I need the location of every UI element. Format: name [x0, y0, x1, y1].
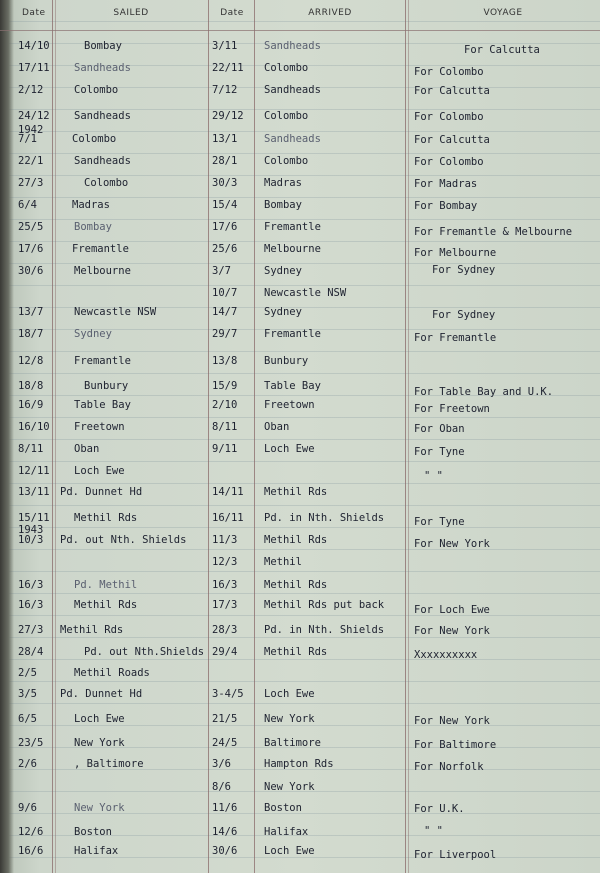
voyage-cell: For Madras	[414, 178, 478, 190]
date-arrived-cell: 28/3	[212, 624, 238, 636]
date-arrived-cell: 3-4/5	[212, 688, 244, 700]
sailed-place-cell: Table Bay	[74, 399, 131, 411]
date-arrived-cell: 29/12	[212, 110, 244, 122]
sailed-place-cell: Halifax	[74, 845, 119, 857]
arrived-place-cell: Loch Ewe	[264, 688, 315, 700]
date-arrived-cell: 7/12	[212, 84, 238, 96]
voyage-cell: For Colombo	[414, 111, 484, 123]
sailed-place-cell: Colombo	[74, 84, 119, 96]
date-sailed-cell: 14/10	[18, 40, 50, 52]
arrived-place-cell: Boston	[264, 802, 302, 814]
date-sailed-cell: 24/12	[18, 110, 50, 122]
date-arrived-cell: 14/11	[212, 486, 244, 498]
sailed-place-cell: Pd. out Nth. Shields	[60, 534, 187, 546]
date-arrived-cell: 9/11	[212, 443, 238, 455]
date-arrived-cell: 22/11	[212, 62, 244, 74]
date-sailed-cell: 2/5	[18, 667, 37, 679]
sailed-place-cell: Loch Ewe	[74, 713, 125, 725]
date-arrived-cell: 12/3	[212, 556, 238, 568]
arrived-place-cell: Loch Ewe	[264, 443, 315, 455]
column-rule-arrived	[405, 0, 406, 873]
arrived-place-cell: New York	[264, 781, 315, 793]
voyage-cell: For Liverpool	[414, 849, 497, 861]
date-arrived-cell: 13/8	[212, 355, 238, 367]
voyage-cell: For New York	[414, 715, 490, 727]
date-sailed-cell: 25/5	[18, 221, 44, 233]
header-sailed: SAILED	[113, 8, 149, 18]
header-date-sailed: Date	[22, 8, 46, 18]
voyage-cell: For Loch Ewe	[414, 604, 490, 616]
voyage-cell: " "	[424, 825, 443, 837]
voyage-cell: For Tyne	[414, 446, 465, 458]
date-arrived-cell: 17/3	[212, 599, 238, 611]
sailed-place-cell: Melbourne	[74, 265, 131, 277]
voyage-cell: For Fremantle & Melbourne	[414, 226, 573, 238]
sailed-place-cell: New York	[74, 737, 125, 749]
sailed-place-cell: Newcastle NSW	[74, 306, 157, 318]
voyage-cell: For New York	[414, 538, 490, 550]
sailed-place-cell: Pd. Dunnet Hd	[60, 688, 143, 700]
date-arrived-cell: 24/5	[212, 737, 238, 749]
arrived-place-cell: Table Bay	[264, 380, 321, 392]
date-sailed-cell: 1942	[18, 124, 44, 136]
arrived-place-cell: Oban	[264, 421, 290, 433]
sailed-place-cell: Bunbury	[84, 380, 129, 392]
arrived-place-cell: Methil Rds put back	[264, 599, 385, 611]
date-sailed-cell: 28/4	[18, 646, 44, 658]
arrived-place-cell: Sydney	[264, 306, 302, 318]
date-arrived-cell: 16/3	[212, 579, 238, 591]
column-rule-date1	[52, 0, 53, 873]
sailed-place-cell: Methil Rds	[74, 599, 138, 611]
voyage-cell: For Calcutta	[414, 85, 490, 97]
voyage-cell: " "	[424, 470, 443, 482]
voyage-cell: For Fremantle	[414, 332, 497, 344]
arrived-place-cell: Baltimore	[264, 737, 321, 749]
header-arrived: ARRIVED	[308, 8, 352, 18]
sailed-place-cell: Bombay	[74, 221, 112, 233]
date-sailed-cell: 16/3	[18, 579, 44, 591]
voyage-cell: For Norfolk	[414, 761, 484, 773]
sailed-place-cell: Methil Rds	[74, 512, 138, 524]
date-arrived-cell: 15/9	[212, 380, 238, 392]
voyage-cell: For Freetown	[414, 403, 490, 415]
column-rule-sailed	[208, 0, 209, 873]
voyage-cell: For Calcutta	[464, 44, 540, 56]
sailed-place-cell: Pd. out Nth.Shields	[84, 646, 205, 658]
date-arrived-cell: 28/1	[212, 155, 238, 167]
sailed-place-cell: Colombo	[72, 133, 117, 145]
voyage-cell: For Bombay	[414, 200, 478, 212]
date-arrived-cell: 21/5	[212, 713, 238, 725]
arrived-place-cell: Pd. in Nth. Shields	[264, 512, 385, 524]
date-sailed-cell: 27/3	[18, 177, 44, 189]
sailed-place-cell: Freetown	[74, 421, 125, 433]
date-arrived-cell: 11/6	[212, 802, 238, 814]
date-sailed-cell: 6/4	[18, 199, 37, 211]
date-sailed-cell: 10/3	[18, 534, 44, 546]
arrived-place-cell: Newcastle NSW	[264, 287, 347, 299]
date-arrived-cell: 16/11	[212, 512, 244, 524]
date-sailed-cell: 7/1	[18, 133, 37, 145]
date-sailed-cell: 22/1	[18, 155, 44, 167]
arrived-place-cell: Methil	[264, 556, 302, 568]
arrived-place-cell: Sandheads	[264, 84, 321, 96]
arrived-place-cell: Colombo	[264, 155, 309, 167]
arrived-place-cell: Colombo	[264, 62, 309, 74]
voyage-cell: Xxxxxxxxxx	[414, 649, 478, 661]
arrived-place-cell: Methil Rds	[264, 579, 328, 591]
date-arrived-cell: 14/7	[212, 306, 238, 318]
sailed-place-cell: Sandheads	[74, 110, 131, 122]
date-arrived-cell: 29/4	[212, 646, 238, 658]
arrived-place-cell: Melbourne	[264, 243, 321, 255]
date-sailed-cell: 12/11	[18, 465, 50, 477]
arrived-place-cell: Bunbury	[264, 355, 309, 367]
column-rule-date2	[254, 0, 255, 873]
date-sailed-cell: 3/5	[18, 688, 37, 700]
date-arrived-cell: 14/6	[212, 826, 238, 838]
arrived-place-cell: Madras	[264, 177, 302, 189]
date-arrived-cell: 8/6	[212, 781, 231, 793]
date-sailed-cell: 12/8	[18, 355, 44, 367]
voyage-cell: For Sydney	[432, 264, 496, 276]
date-sailed-cell: 13/7	[18, 306, 44, 318]
date-sailed-cell: 13/11	[18, 486, 50, 498]
date-arrived-cell: 3/7	[212, 265, 231, 277]
arrived-place-cell: Sandheads	[264, 133, 321, 145]
date-sailed-cell: 17/6	[18, 243, 44, 255]
date-arrived-cell: 30/3	[212, 177, 238, 189]
date-sailed-cell: 9/6	[18, 802, 37, 814]
arrived-place-cell: Halifax	[264, 826, 309, 838]
date-sailed-cell: 16/3	[18, 599, 44, 611]
date-sailed-cell: 8/11	[18, 443, 44, 455]
arrived-place-cell: New York	[264, 713, 315, 725]
date-arrived-cell: 13/1	[212, 133, 238, 145]
sailed-place-cell: Methil Roads	[74, 667, 150, 679]
date-arrived-cell: 2/10	[212, 399, 238, 411]
voyage-cell: For U.K.	[414, 803, 465, 815]
date-sailed-cell: 16/10	[18, 421, 50, 433]
sailed-place-cell: Sandheads	[74, 62, 131, 74]
sailed-place-cell: Boston	[74, 826, 112, 838]
date-sailed-cell: 18/7	[18, 328, 44, 340]
date-sailed-cell: 16/9	[18, 399, 44, 411]
arrived-place-cell: Sydney	[264, 265, 302, 277]
sailed-place-cell: Methil Rds	[60, 624, 124, 636]
date-sailed-cell: 30/6	[18, 265, 44, 277]
sailed-place-cell: Fremantle	[74, 355, 131, 367]
arrived-place-cell: Bombay	[264, 199, 302, 211]
voyage-cell: For Calcutta	[414, 134, 490, 146]
date-arrived-cell: 10/7	[212, 287, 238, 299]
date-arrived-cell: 3/11	[212, 40, 238, 52]
sailed-place-cell: , Baltimore	[74, 758, 144, 770]
arrived-place-cell: Methil Rds	[264, 534, 328, 546]
sailed-place-cell: Madras	[72, 199, 110, 211]
date-sailed-cell: 18/8	[18, 380, 44, 392]
date-sailed-cell: 1943	[18, 524, 44, 536]
date-sailed-cell: 23/5	[18, 737, 44, 749]
sailed-place-cell: Pd. Dunnet Hd	[60, 486, 143, 498]
header-rule	[0, 30, 600, 31]
arrived-place-cell: Hampton Rds	[264, 758, 334, 770]
arrived-place-cell: Methil Rds	[264, 486, 328, 498]
date-sailed-cell: 2/12	[18, 84, 44, 96]
sailed-place-cell: Colombo	[84, 177, 129, 189]
voyage-cell: For Colombo	[414, 156, 484, 168]
voyage-cell: For Colombo	[414, 66, 484, 78]
header-date-arrived: Date	[220, 8, 244, 18]
voyage-cell: For Sydney	[432, 309, 496, 321]
arrived-place-cell: Pd. in Nth. Shields	[264, 624, 385, 636]
date-arrived-cell: 17/6	[212, 221, 238, 233]
date-sailed-cell: 12/6	[18, 826, 44, 838]
arrived-place-cell: Loch Ewe	[264, 845, 315, 857]
arrived-place-cell: Colombo	[264, 110, 309, 122]
arrived-place-cell: Fremantle	[264, 221, 321, 233]
sailed-place-cell: Oban	[74, 443, 100, 455]
header-voyage: VOYAGE	[483, 8, 523, 18]
voyage-cell: For Table Bay and U.K.	[414, 386, 554, 398]
date-sailed-cell: 27/3	[18, 624, 44, 636]
voyage-cell: For Baltimore	[414, 739, 497, 751]
date-sailed-cell: 6/5	[18, 713, 37, 725]
date-sailed-cell: 16/6	[18, 845, 44, 857]
page-binding	[0, 0, 14, 873]
arrived-place-cell: Methil Rds	[264, 646, 328, 658]
date-sailed-cell: 15/11	[18, 512, 50, 524]
date-sailed-cell: 2/6	[18, 758, 37, 770]
date-arrived-cell: 15/4	[212, 199, 238, 211]
voyage-cell: For Melbourne	[414, 247, 497, 259]
sailed-place-cell: Loch Ewe	[74, 465, 125, 477]
arrived-place-cell: Sandheads	[264, 40, 321, 52]
sailed-place-cell: Bombay	[84, 40, 122, 52]
sailed-place-cell: Sandheads	[74, 155, 131, 167]
arrived-place-cell: Fremantle	[264, 328, 321, 340]
date-arrived-cell: 8/11	[212, 421, 238, 433]
voyage-cell: For Oban	[414, 423, 465, 435]
date-arrived-cell: 25/6	[212, 243, 238, 255]
date-arrived-cell: 3/6	[212, 758, 231, 770]
date-sailed-cell: 17/11	[18, 62, 50, 74]
date-arrived-cell: 30/6	[212, 845, 238, 857]
arrived-place-cell: Freetown	[264, 399, 315, 411]
sailed-place-cell: New York	[74, 802, 125, 814]
sailed-place-cell: Pd. Methil	[74, 579, 138, 591]
sailed-place-cell: Fremantle	[72, 243, 129, 255]
voyage-cell: For New York	[414, 625, 490, 637]
voyage-cell: For Tyne	[414, 516, 465, 528]
date-arrived-cell: 29/7	[212, 328, 238, 340]
sailed-place-cell: Sydney	[74, 328, 112, 340]
date-arrived-cell: 11/3	[212, 534, 238, 546]
